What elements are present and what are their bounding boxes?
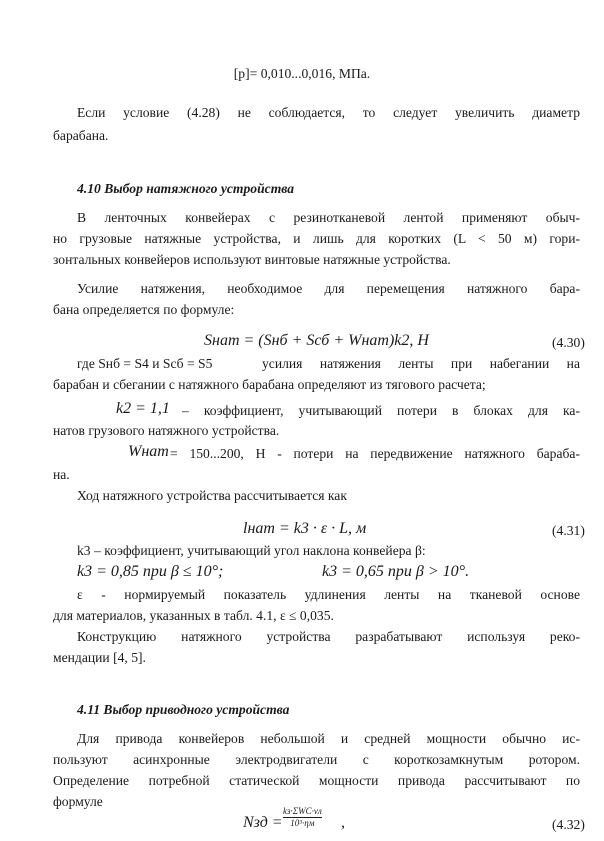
formula-4-32-lhs: Nзд = [243,814,283,831]
where-symbols: где Sнб = S4 и Sсб = S5 [77,356,213,371]
k2-symbol: k2 = 1,1 [116,400,170,417]
equation-number: (4.31) [552,523,585,538]
k3-value-2: k3 = 0,65 при β > 10°. [322,563,470,580]
k3-value-1: k3 = 0,85 при β ≤ 10°; [77,563,224,580]
paragraph-line: В ленточных конвейерах с резинотканевой лентой применяют обыч- [77,210,580,225]
formula-4-30: Sнат = (Sнб + Sсб + Wнат)k2, Н [204,332,429,349]
paragraph-line: бана определяется по формуле: [53,302,235,317]
formula-4-31: lнат = k3 · ε · L, м [243,520,367,537]
fraction-numerator: kз·ΣWС·vл [283,806,322,816]
section-heading-4-11: 4.11 Выбор приводного устройства [77,702,290,717]
paragraph-line: мендации [4, 5]. [53,650,146,665]
section-heading-4-10: 4.10 Выбор натяжного устройства [77,181,295,196]
paragraph-line: для материалов, указанных в табл. 4.1, ε ≤ 0,035. [53,608,334,623]
paragraph-line: k3 – коэффициент, учитывающий угол наклона конвейера β: [77,543,426,558]
equation-number: (4.30) [552,335,585,350]
formula-4-32-comma: , [341,814,345,831]
condition-line-2: барабана. [53,128,109,143]
paragraph-line: Ход натяжного устройства рассчитывается как [77,488,347,503]
equation-number: (4.32) [552,817,585,832]
paragraph-line: = 150...200, Н - потери на передвижение натяжного бараба- [170,446,580,461]
formula-4-32-fraction [283,806,322,829]
w-symbol: Wнат [128,443,169,460]
paragraph-line: формуле [53,794,103,809]
paragraph-line: усилия натяжения ленты при набегании на [262,356,580,371]
paragraph-line: но грузовые натяжные устройства, и лишь для коротких (L < 50 м) гори- [53,231,580,246]
paragraph-line: натов грузового натяжного устройства. [53,423,280,438]
paragraph-line: Определение потребной статической мощности привода рассчитывают по [53,773,580,788]
paragraph-line: Конструкцию натяжного устройства разрабатывают используя реко- [77,629,580,644]
paragraph-line: барабан и сбегании с натяжного барабана определяют из тягового расчета; [53,377,486,392]
paragraph-line: Для привода конвейеров небольшой и средней мощности обычно ис- [77,731,580,746]
paragraph-line: Усилие натяжения, необходимое для перемещения натяжного бара- [77,281,580,296]
paragraph-line: ε - нормируемый показатель удлинения ленты на тканевой основе [77,587,580,602]
paragraph-line: на. [53,467,70,482]
paragraph-line: пользуют асинхронные электродвигатели с короткозамкнутым ротором. [53,752,580,767]
pressure-limit-line: [p]= 0,010...0,016, МПа. [233,66,371,81]
paragraph-line: – коэффициент, учитывающий потери в блоках для ка- [182,403,580,418]
paragraph-line: зонтальных конвейеров используют винтовые натяжные устройства. [53,252,451,267]
fraction-denominator: 10³·ηм [290,818,315,828]
condition-line-1: Если условие (4.28) не соблюдается, то следует увеличить диаметр [77,105,580,120]
